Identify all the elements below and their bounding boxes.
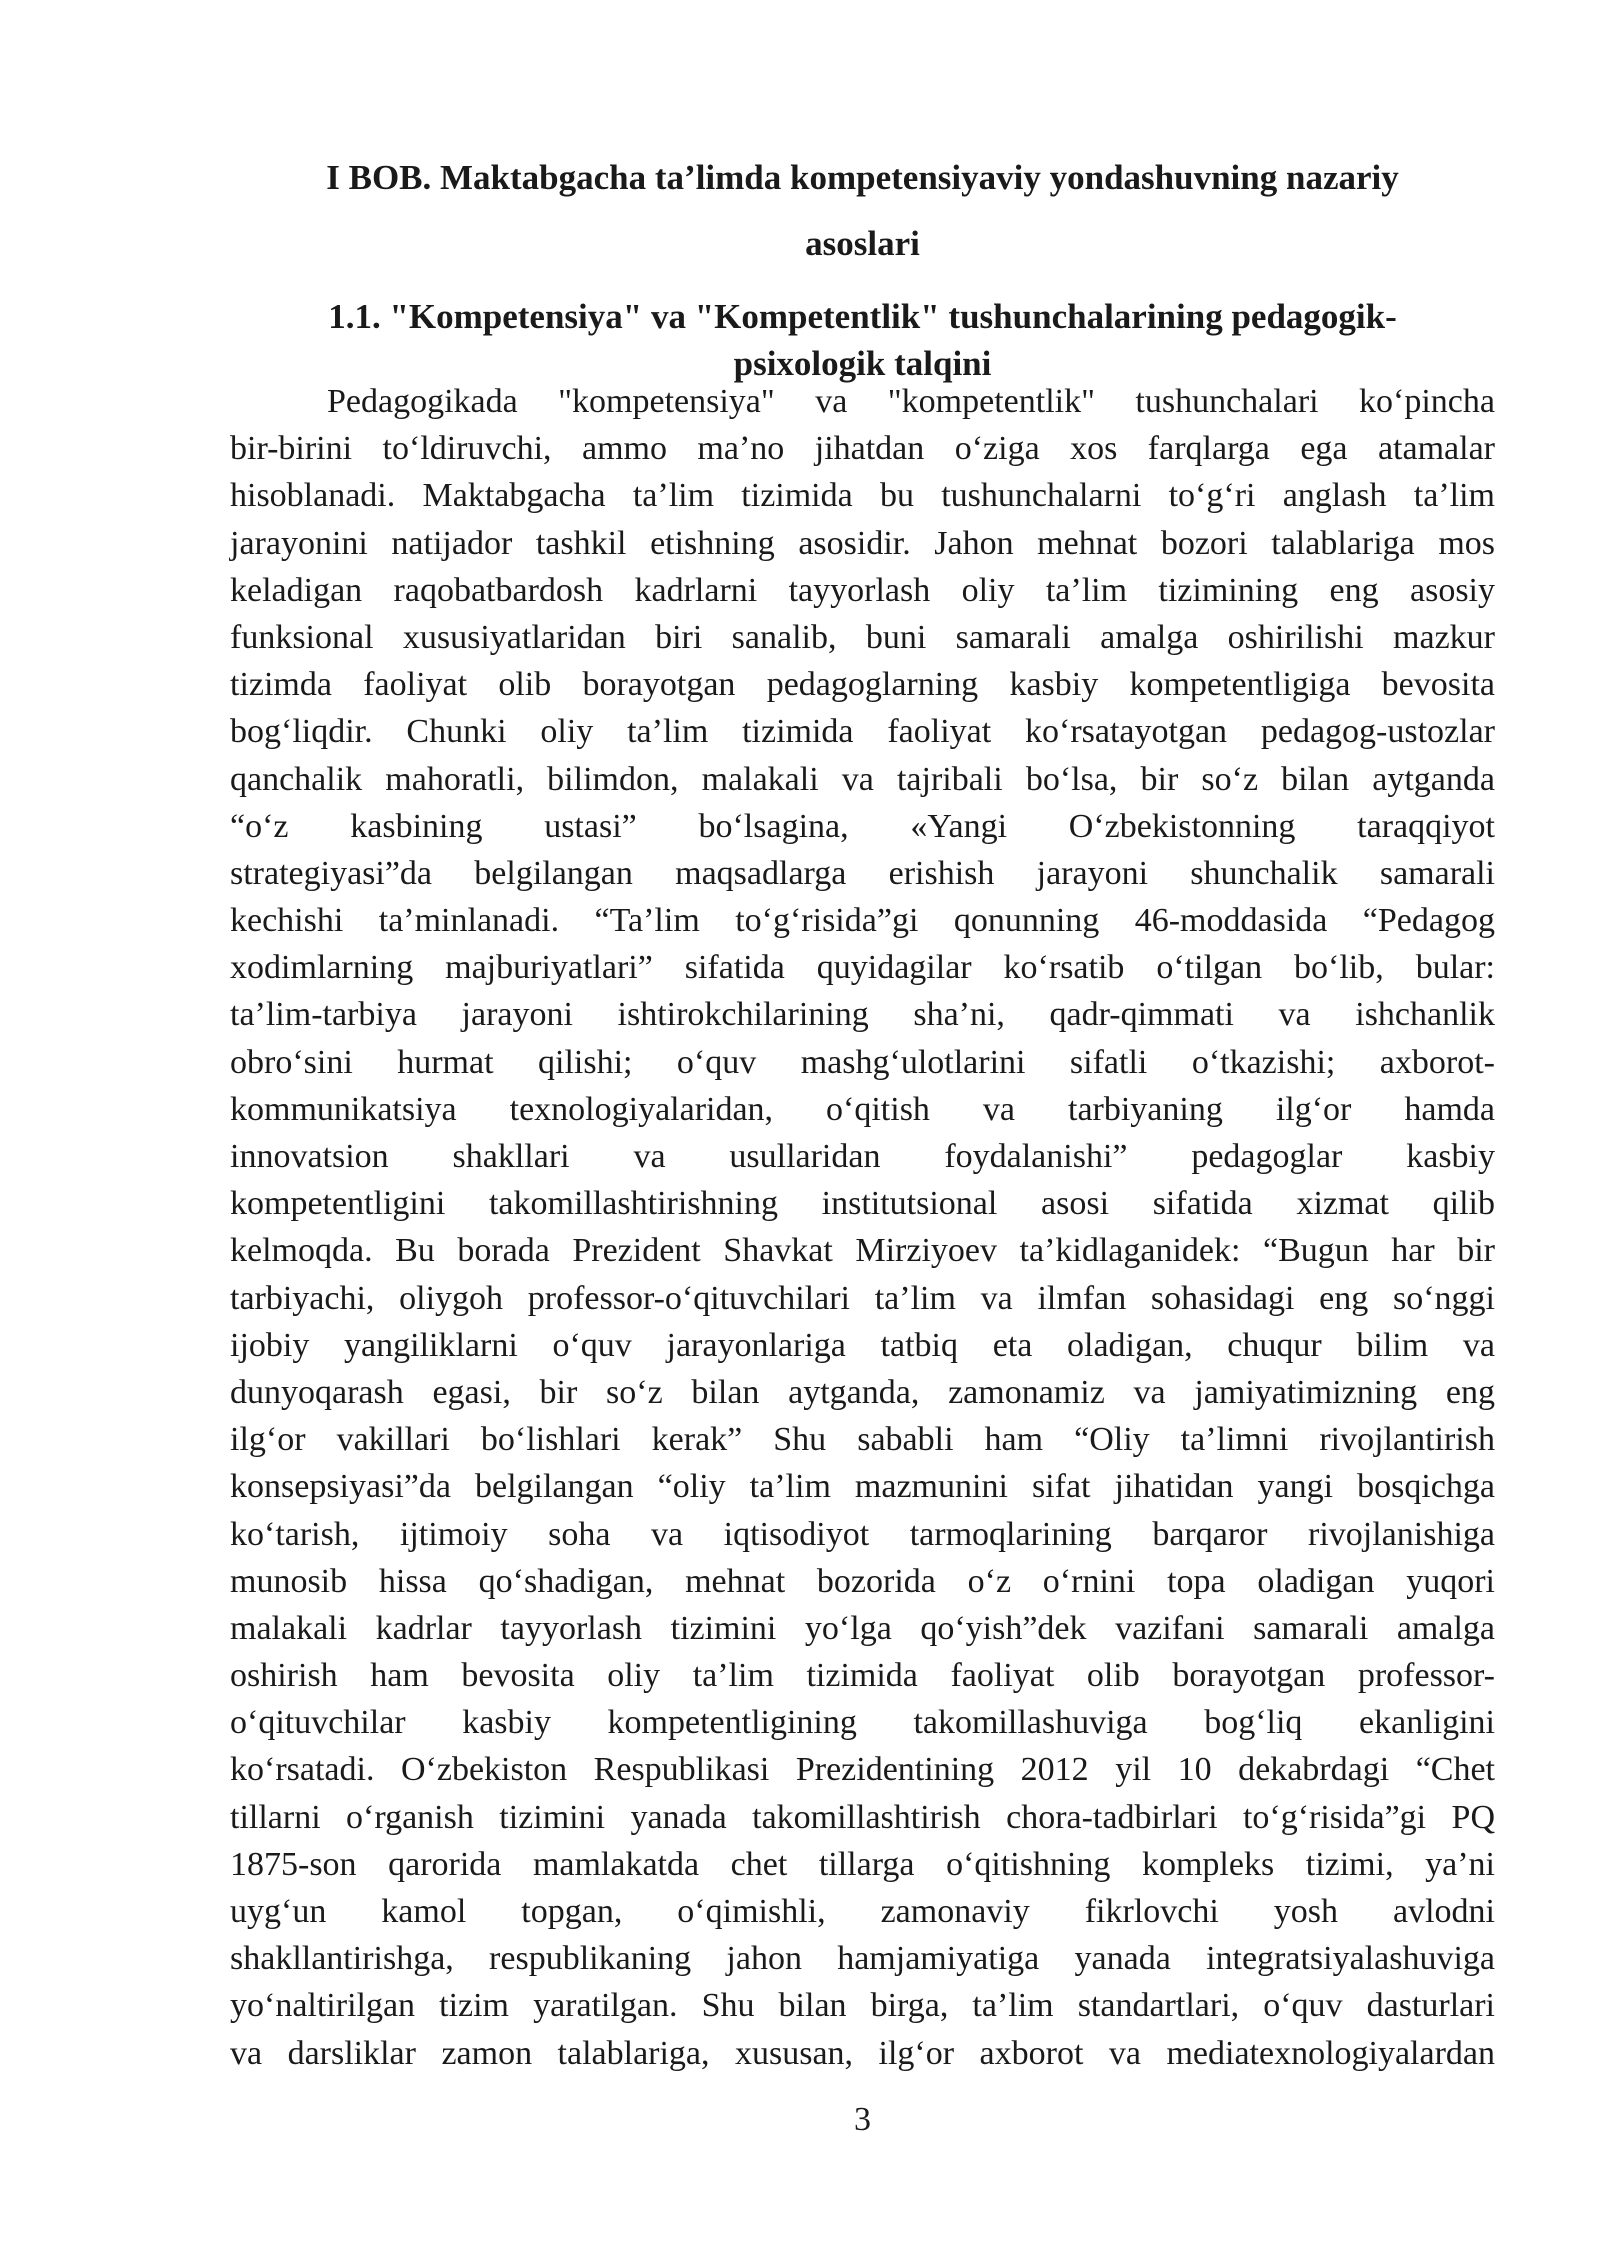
paragraph-line: strategiyasi”da belgilangan maqsadlarga erishish jarayoni shunchalik samarali: [230, 854, 1495, 892]
paragraph-line: qanchalik mahoratli, bilimdon, malakali va tajribali boʻlsa, bir soʻz bilan aytganda: [230, 760, 1495, 798]
paragraph-line: oʻqituvchilar kasbiy kompetentligining takomillashuviga bogʻliq ekanligini: [230, 1704, 1495, 1742]
paragraph-line: shakllantirishga, respublikaning jahon hamjamiyatiga yanada integratsiyalashuviga: [230, 1940, 1495, 1978]
paragraph-line: yoʻnaltirilgan tizim yaratilgan. Shu bilan birga, ta’lim standartlari, oʻquv dasturlari: [230, 1987, 1495, 2025]
paragraph-line: dunyoqarash egasi, bir soʻz bilan aytganda, zamonamiz va jamiyatimizning eng: [230, 1373, 1495, 1411]
paragraph-line: jarayonini natijador tashkil etishning asosidir. Jahon mehnat bozori talablariga mos: [230, 524, 1495, 562]
paragraph-line: oshirish ham bevosita oliy ta’lim tizimida faoliyat olib borayotgan professor-: [230, 1657, 1495, 1695]
body-paragraph: [230, 378, 1495, 2077]
paragraph-line: obroʻsini hurmat qilishi; oʻquv mashgʻulotlarini sifatli oʻtkazishi; axborot-: [230, 1043, 1495, 1081]
page-number: 3: [854, 2101, 871, 2138]
paragraph-line: va darsliklar zamon talablariga, xususan, ilgʻor axborot va mediatexnologiyalardan: [230, 2034, 1495, 2072]
paragraph-line: kelmoqda. Bu borada Prezident Shavkat Mirziyoev ta’kidlaganidek: “Bugun har bir: [230, 1232, 1495, 1270]
paragraph-line: munosib hissa qoʻshadigan, mehnat bozorida oʻz oʻrnini topa oladigan yuqori: [230, 1562, 1495, 1600]
paragraph-line: Pedagogikada "kompetensiya" va "kompetentlik" tushunchalari koʻpincha: [327, 383, 1495, 420]
paragraph-line: xodimlarning majburiyatlari” sifatida quyidagilar koʻrsatib oʻtilgan boʻlib, bular:: [230, 949, 1495, 987]
paragraph-line: ta’lim-tarbiya jarayoni ishtirokchilarining sha’ni, qadr-qimmati va ishchanlik: [230, 996, 1495, 1034]
paragraph-line: uygʻun kamol topgan, oʻqimishli, zamonaviy fikrlovchi yosh avlodni: [230, 1893, 1495, 1930]
paragraph-line: ijobiy yangiliklarni oʻquv jarayonlariga tatbiq eta oladigan, chuqur bilim va: [230, 1326, 1495, 1364]
paragraph-line: kompetentligini takomillashtirishning institutsional asosi sifatida xizmat qilib: [230, 1185, 1495, 1223]
paragraph-line: bogʻliqdir. Chunki oliy ta’lim tizimida faoliyat koʻrsatayotgan pedagog-ustozlar: [230, 713, 1495, 751]
chapter-title-line-1: I BOB. Maktabgacha ta’limda kompetensiyaviy yondashuvning nazariy: [326, 158, 1399, 197]
paragraph-line: kechishi ta’minlanadi. “Ta’lim toʻgʻrisida”gi qonunning 46-moddasida “Pedagog: [230, 902, 1495, 940]
paragraph-line: “oʻz kasbining ustasi” boʻlsagina, «Yangi Oʻzbekistonning taraqqiyot: [230, 807, 1495, 845]
paragraph-line: tarbiyachi, oliygoh professor-oʻqituvchilari ta’lim va ilmfan sohasidagi eng soʻnggi: [230, 1279, 1495, 1317]
paragraph-line: tizimda faoliyat olib borayotgan pedagoglarning kasbiy kompetentligiga bevosita: [230, 666, 1495, 704]
paragraph-line: konsepsiyasi”da belgilangan “oliy ta’lim mazmunini sifat jihatidan yangi bosqichga: [230, 1468, 1495, 1506]
paragraph-line: bir-birini toʻldiruvchi, ammo maʼno jihatdan oʻziga xos farqlarga ega atamalar: [230, 430, 1495, 468]
paragraph-line: kommunikatsiya texnologiyalaridan, oʻqitish va tarbiyaning ilgʻor hamda: [230, 1090, 1495, 1128]
paragraph-line: ilgʻor vakillari boʻlishlari kerak” Shu sababli ham “Oliy ta’limni rivojlantirish: [230, 1421, 1495, 1459]
paragraph-line: koʻtarish, ijtimoiy soha va iqtisodiyot tarmoqlarining barqaror rivojlanishiga: [230, 1515, 1495, 1553]
section-title-line-2: psixologik talqini: [733, 344, 992, 383]
paragraph-line: tillarni oʻrganish tizimini yanada takomillashtirish chora-tadbirlari toʻgʻrisida”gi PQ: [230, 1798, 1495, 1836]
section-title-line-1: 1.1. "Kompetensiya" va "Kompetentlik" tushunchalarining pedagogik-: [328, 297, 1397, 336]
paragraph-line: malakali kadrlar tayyorlash tizimini yoʻlga qoʻyish”dek vazifani samarali amalga: [230, 1609, 1495, 1647]
chapter-title-line-2: asoslari: [805, 224, 920, 263]
section-title: [230, 293, 1495, 387]
paragraph-line: funksional xususiyatlaridan biri sanalib, buni samarali amalga oshirilishi mazkur: [230, 618, 1495, 656]
paragraph-line: 1875-son qarorida mamlakatda chet tillarga oʻqitishning kompleks tizimi, ya’ni: [230, 1845, 1495, 1883]
paragraph-line: keladigan raqobatbardosh kadrlarni tayyorlash oliy ta’lim tizimining eng asosiy: [230, 571, 1495, 609]
paragraph-line: hisoblanadi. Maktabgacha taʼlim tizimida bu tushunchalarni toʻgʻri anglash taʼlim: [230, 477, 1495, 515]
paragraph-line: innovatsion shakllari va usullaridan foydalanishi” pedagoglar kasbiy: [230, 1138, 1495, 1175]
paragraph-line: koʻrsatadi. Oʻzbekiston Respublikasi Prezidentining 2012 yil 10 dekabrdagi “Chet: [230, 1751, 1495, 1789]
